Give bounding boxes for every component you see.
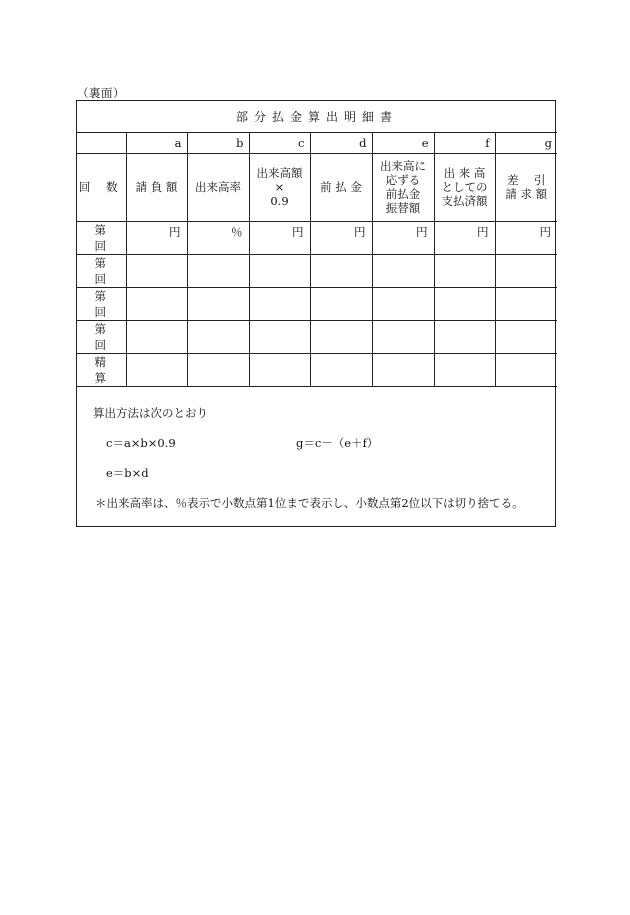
entry-cell[interactable]	[126, 353, 187, 386]
row-label: 第 回	[77, 287, 126, 320]
unit-cell-g[interactable]: 円	[495, 221, 557, 254]
header-progress-amount: 出来高額 × 0.9	[249, 153, 310, 221]
entry-cell[interactable]	[310, 254, 372, 287]
entry-cell[interactable]	[249, 353, 310, 386]
entry-cell[interactable]	[310, 353, 372, 386]
unit-cell-c[interactable]: 円	[249, 221, 310, 254]
entry-cell[interactable]	[187, 287, 249, 320]
entry-cell[interactable]	[434, 353, 495, 386]
entry-cell[interactable]	[434, 254, 495, 287]
column-letter-g: g	[495, 132, 557, 153]
formula-g: g＝c－（e＋f）	[296, 435, 379, 450]
table-row-settlement	[77, 353, 557, 386]
column-letter-f: f	[434, 132, 495, 153]
partial-payment-form	[76, 100, 556, 527]
entry-cell[interactable]	[187, 353, 249, 386]
entry-cell[interactable]	[249, 287, 310, 320]
entry-cell[interactable]	[372, 254, 434, 287]
formula-c: c＝a×b×0.9	[106, 435, 176, 450]
entry-cell[interactable]	[495, 320, 557, 353]
header-advance-transfer: 出来高に 応ずる 前払金 振替額	[372, 153, 434, 221]
entry-cell[interactable]	[249, 320, 310, 353]
unit-cell-a[interactable]: 円	[126, 221, 187, 254]
entry-cell[interactable]	[495, 353, 557, 386]
entry-cell[interactable]	[434, 287, 495, 320]
notes-intro: 算出方法は次のとおり	[93, 405, 208, 420]
column-letter-blank	[77, 132, 126, 153]
column-letter-c: c	[249, 132, 310, 153]
header-paid-progress: 出 来 高 としての 支払済額	[434, 153, 495, 221]
entry-cell[interactable]	[126, 254, 187, 287]
column-letter-row	[77, 132, 557, 153]
header-row	[77, 153, 557, 221]
entry-cell[interactable]	[249, 254, 310, 287]
formula-e: e＝b×d	[106, 465, 149, 480]
calculation-table	[77, 101, 557, 387]
table-row	[77, 287, 557, 320]
entry-cell[interactable]	[310, 320, 372, 353]
entry-cell[interactable]	[310, 287, 372, 320]
unit-cell-b[interactable]: ％	[187, 221, 249, 254]
entry-cell[interactable]	[187, 254, 249, 287]
column-letter-d: d	[310, 132, 372, 153]
row-label: 第 回	[77, 320, 126, 353]
unit-cell-d[interactable]: 円	[310, 221, 372, 254]
calculation-notes	[77, 387, 555, 526]
row-label-settlement: 精 算	[77, 353, 126, 386]
entry-cell[interactable]	[372, 353, 434, 386]
unit-cell-f[interactable]: 円	[434, 221, 495, 254]
back-side-label: （裏面）	[77, 86, 125, 100]
unit-cell-e[interactable]: 円	[372, 221, 434, 254]
entry-cell[interactable]	[187, 320, 249, 353]
row-label: 第 回	[77, 254, 126, 287]
entry-cell[interactable]	[372, 287, 434, 320]
header-contract-amount: 請 負 額	[126, 153, 187, 221]
entry-cell[interactable]	[126, 287, 187, 320]
header-progress-rate: 出来高率	[187, 153, 249, 221]
entry-cell[interactable]	[126, 320, 187, 353]
entry-cell[interactable]	[434, 320, 495, 353]
entry-cell[interactable]	[495, 254, 557, 287]
table-row	[77, 221, 557, 254]
row-label: 第 回	[77, 221, 126, 254]
header-round: 回 数	[77, 153, 126, 221]
footnote: ＊出来高率は、％表示で小数点第1位まで表示し、小数点第2位以下は切り捨てる。	[95, 495, 524, 510]
column-letter-b: b	[187, 132, 249, 153]
header-advance-payment: 前 払 金	[310, 153, 372, 221]
entry-cell[interactable]	[495, 287, 557, 320]
table-row	[77, 254, 557, 287]
column-letter-a: a	[126, 132, 187, 153]
entry-cell[interactable]	[372, 320, 434, 353]
form-title: 部分払金算出明細書	[77, 101, 557, 132]
table-row	[77, 320, 557, 353]
column-letter-e: e	[372, 132, 434, 153]
header-net-claim: 差 引 請 求 額	[495, 153, 557, 221]
